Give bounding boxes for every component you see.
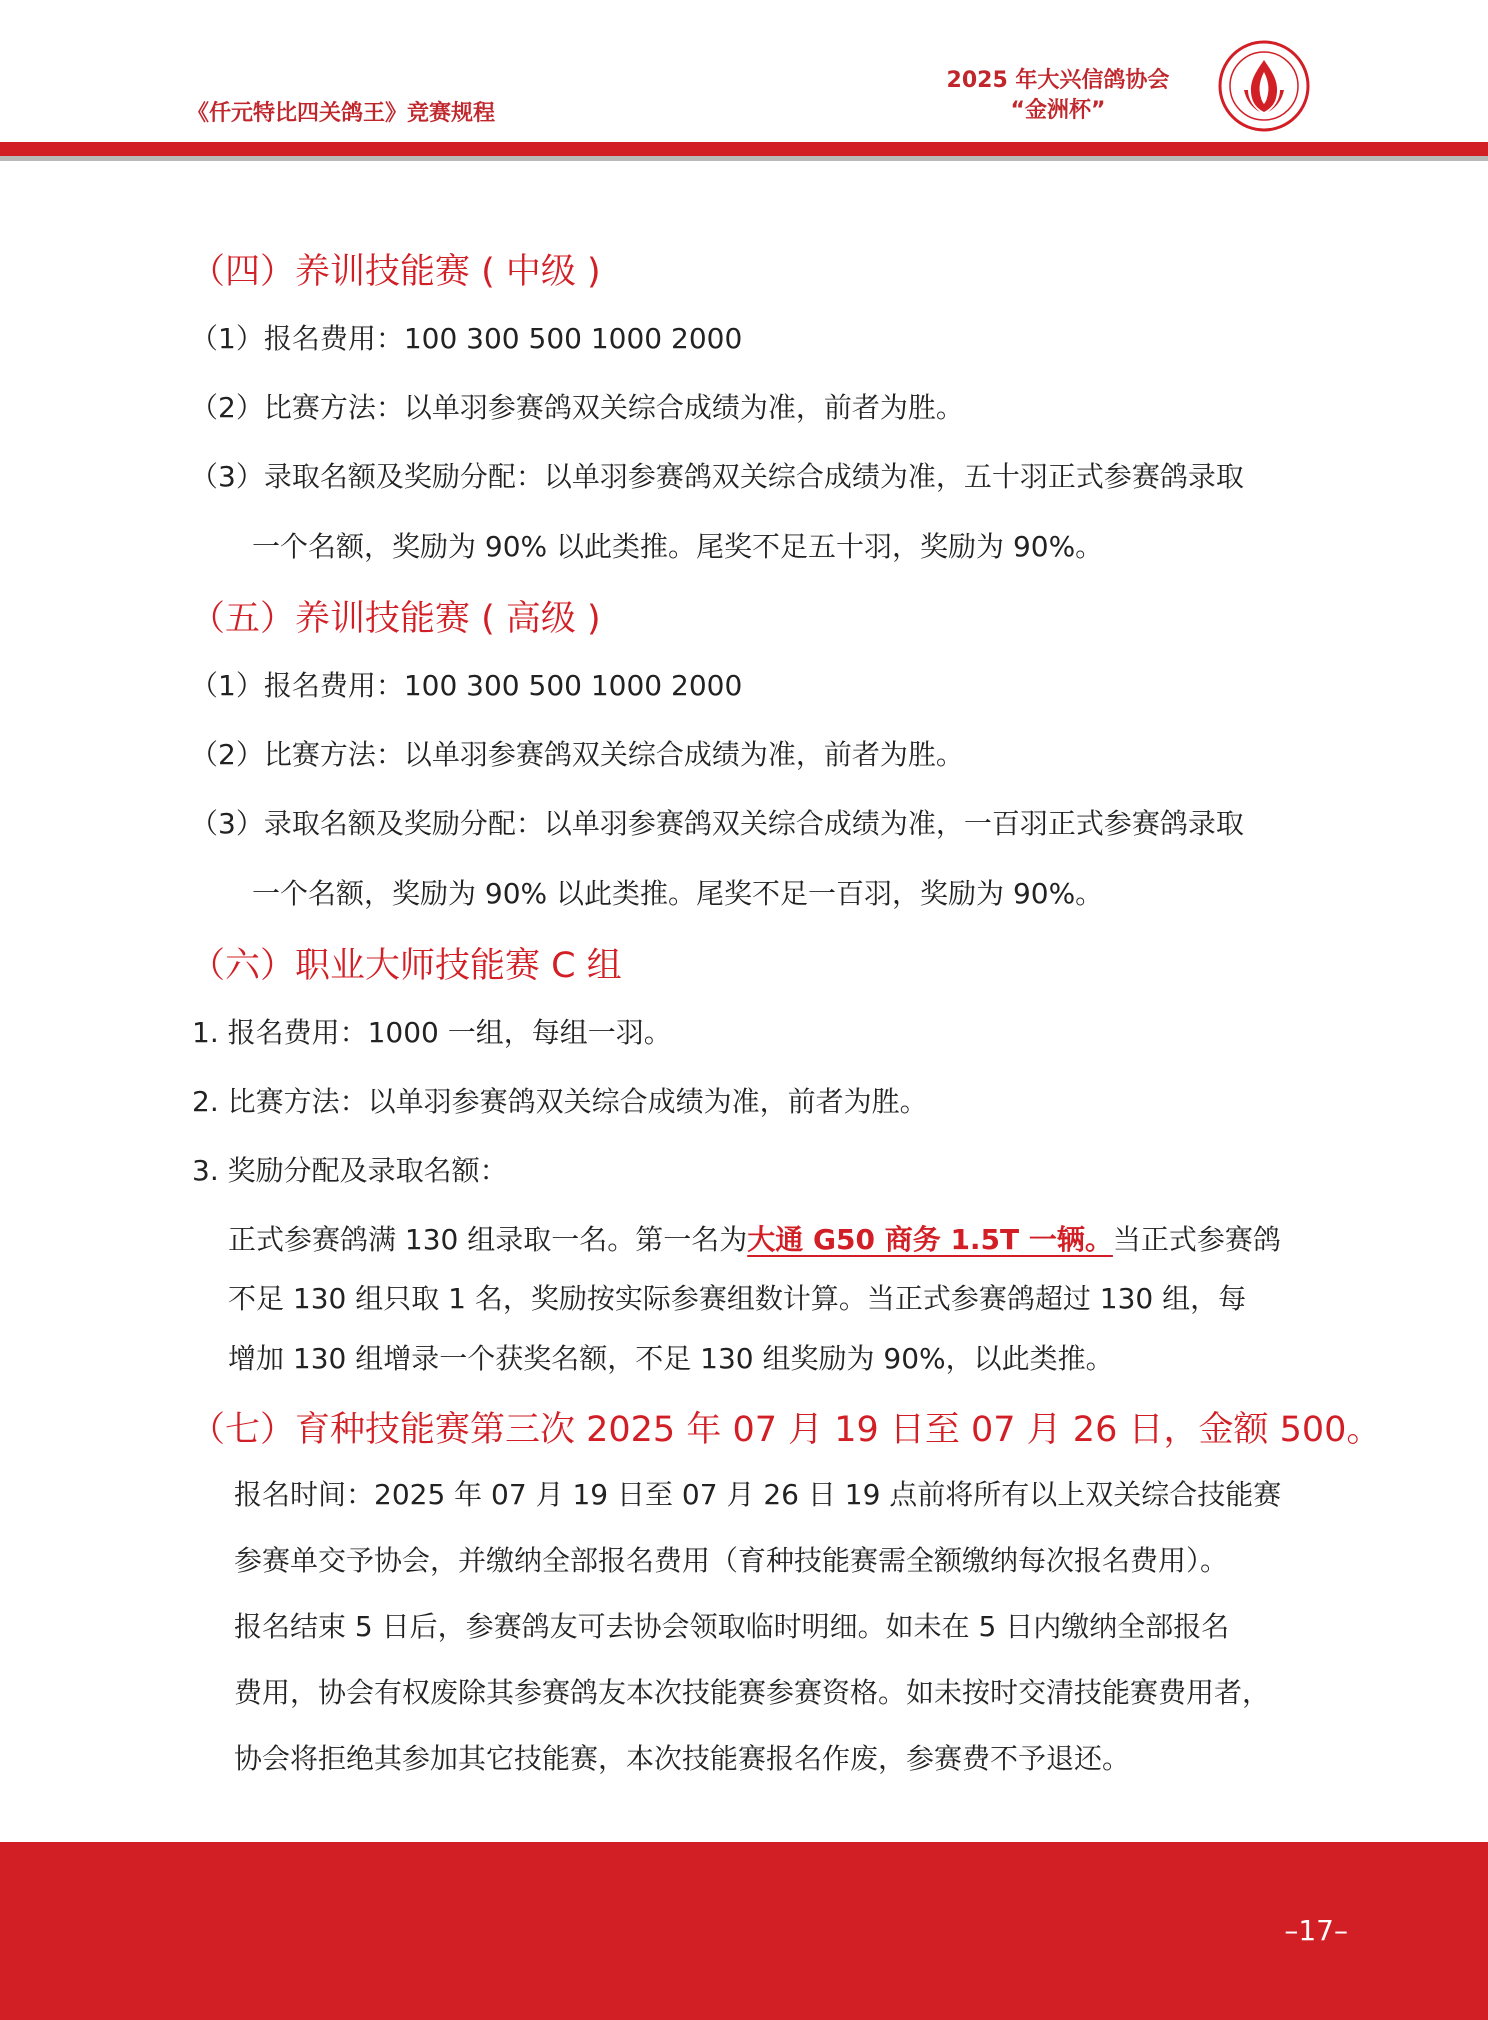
s7-line-1: 报名时间：2025 年 07 月 19 日至 07 月 26 日 19 点前将所有以上双关综合技能赛 xyxy=(234,1478,1282,1511)
s5-item-3-line-1: （3）录取名额及奖励分配：以单羽参赛鸽双关综合成绩为准，一百羽正式参赛鸽录取 xyxy=(190,807,1244,840)
association-emblem-icon xyxy=(1218,40,1310,132)
document-title: 《仟元特比四关鸽王》竞赛规程 xyxy=(187,101,496,126)
header-divider-shadow xyxy=(0,156,1488,161)
s4-item-3-line-2: 一个名额，奖励为 90% 以此类推。尾奖不足五十羽，奖励为 90%。 xyxy=(252,530,1104,563)
header-divider xyxy=(0,142,1488,156)
page-footer xyxy=(0,1842,1488,2020)
section-title-7: （七）育种技能赛第三次 2025 年 07 月 19 日至 07 月 26 日，金额 500。 xyxy=(190,1410,1382,1450)
s6-item-3: 3. 奖励分配及录取名额： xyxy=(192,1154,508,1187)
s5-item-2: （2）比赛方法：以单羽参赛鸽双关综合成绩为准，前者为胜。 xyxy=(190,738,964,771)
s7-line-4: 费用，协会有权废除其参赛鸽友本次技能赛参赛资格。如未按时交清技能赛费用者， xyxy=(234,1676,1271,1709)
s7-line-3: 报名结束 5 日后，参赛鸽友可去协会领取临时明细。如未在 5 日内缴纳全部报名 xyxy=(234,1610,1230,1643)
s5-item-1: （1）报名费用：100 300 500 1000 2000 xyxy=(190,669,743,702)
s4-item-3-line-1: （3）录取名额及奖励分配：以单羽参赛鸽双关综合成绩为准，五十羽正式参赛鸽录取 xyxy=(190,460,1244,493)
event-title-line2: “金洲杯” xyxy=(1010,98,1106,123)
s4-item-2: （2）比赛方法：以单羽参赛鸽双关综合成绩为准，前者为胜。 xyxy=(190,391,964,424)
s4-item-1: （1）报名费用：100 300 500 1000 2000 xyxy=(190,322,743,355)
s6-item-1: 1. 报名费用：1000 一组，每组一羽。 xyxy=(192,1016,672,1049)
section-title-6: （六）职业大师技能赛 C 组 xyxy=(190,946,622,986)
s6-paragraph-line-3: 增加 130 组增录一个获奖名额，不足 130 组奖励为 90%，以此类推。 xyxy=(228,1342,1114,1375)
s6-item-2: 2. 比赛方法：以单羽参赛鸽双关综合成绩为准，前者为胜。 xyxy=(192,1085,928,1118)
s6-paragraph-line-1-end: 当正式参赛鸽 xyxy=(1112,1223,1281,1256)
event-title xyxy=(928,66,1188,126)
s5-item-3-line-2: 一个名额，奖励为 90% 以此类推。尾奖不足一百羽，奖励为 90%。 xyxy=(252,877,1104,910)
s6-paragraph-line-1 xyxy=(228,1218,1281,1258)
s7-line-2: 参赛单交予协会，并缴纳全部报名费用（育种技能赛需全额缴纳每次报名费用）。 xyxy=(234,1544,1229,1577)
page-header xyxy=(0,0,1488,165)
section-title-5: （五）养训技能赛 ( 高级 ) xyxy=(190,599,601,639)
page-number: –17– xyxy=(1284,1914,1348,1947)
section-title-4: （四）养训技能赛 ( 中级 ) xyxy=(190,252,601,292)
event-title-line1: 2025 年大兴信鸽协会 xyxy=(946,68,1170,93)
s6-paragraph-line-1-start: 正式参赛鸽满 130 组录取一名。第一名为 xyxy=(228,1223,748,1256)
first-prize-highlight: 大通 G50 商务 1.5T 一辆。 xyxy=(747,1223,1113,1256)
s7-line-5: 协会将拒绝其参加其它技能赛，本次技能赛报名作废，参赛费不予退还。 xyxy=(234,1742,1131,1775)
s6-paragraph-line-2: 不足 130 组只取 1 名，奖励按实际参赛组数计算。当正式参赛鸽超过 130 组，每 xyxy=(228,1282,1247,1315)
